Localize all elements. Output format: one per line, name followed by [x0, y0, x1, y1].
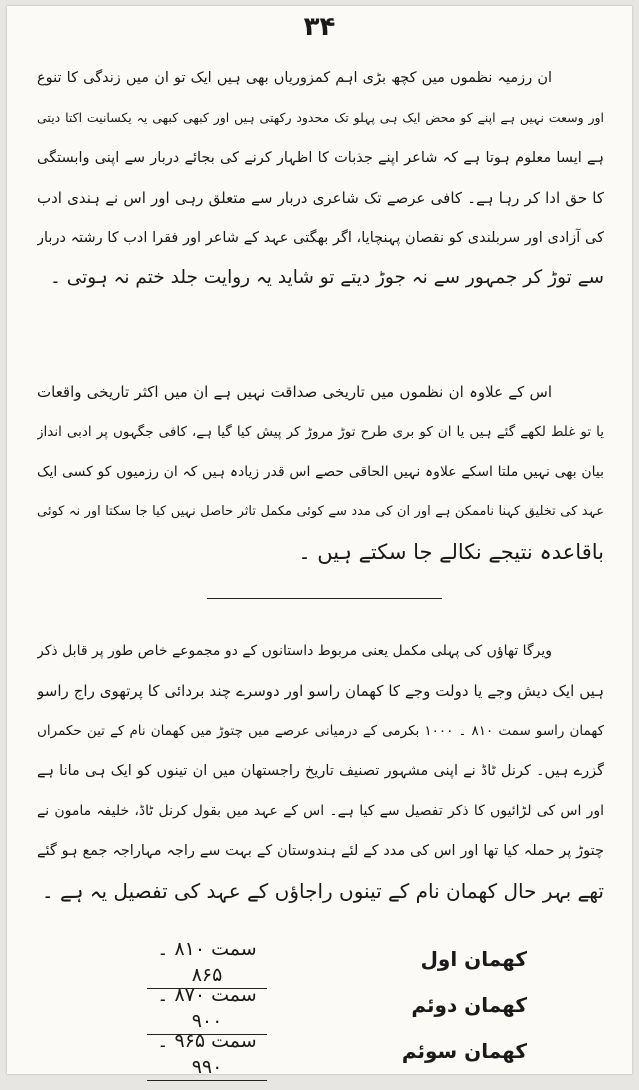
text-line: اس کے علاوہ ان نظموں میں تاریخی صداقت نہیں ہے ان میں اکثر تاریخی واقعات: [37, 383, 552, 401]
reign-period: سمت ۸۷۰ ۔ ۹۰۰: [147, 982, 267, 1044]
section-divider: [207, 598, 442, 599]
text-line: باقاعدہ نتیجے نکالے جا سکتے ہیں ۔: [298, 540, 604, 564]
reign-row: [157, 936, 527, 986]
paragraph-1: [37, 58, 604, 298]
reign-name: کھمان دوئم: [411, 993, 527, 1017]
text-line: اور وسعت نہیں ہے اپنے کو محض ایک ہی پہلو تک محدود رکھتی ہیں اور کبھی کبھی یہ یکسانیت اکتا دیتی: [37, 110, 604, 125]
text-line: گزرے ہیں۔ کرنل ٹاڈ نے اپنی مشہور تصنیف تاریخ راجستھان میں ان تینوں کو ایک ہی مانا ہے: [37, 763, 604, 779]
text-line: ہیں ایک دیش وجے یا دولت وجے کا کھمان راسو اور دوسرے چند بردائی کا پرتھوی راج راسو: [37, 682, 604, 700]
reign-table: [157, 936, 527, 1078]
book-page: [7, 6, 632, 1078]
text-line: عہد کی تخلیق کہنا ناممکن ہے اور ان کی مدد سے کوئی مکمل تاثر حاصل نہیں کیا جا سکتا اور نہ کوئی: [37, 504, 604, 519]
reign-period: سمت ۹۶۵ ۔ ۹۹۰: [147, 1028, 267, 1090]
text-line: کا حق ادا کر رہا ہے۔ کافی عرصے تک شاعری دربار سے متعلق رہی اور اس نے ہندی ادب: [37, 189, 604, 207]
text-line: تھے بہر حال کھمان نام کے تینوں راجاؤں کے عہد کی تفصیل یہ ہے ۔: [41, 879, 604, 903]
text-line: چتوڑ پر حملہ کیا تھا اور اس کی مدد کے لئے ہندوستان کے بہت سے راجہ مہاراجہ جمع ہو گئے: [37, 843, 604, 859]
text-line: اور اس کی لڑائیوں کا ذکر تفصیل سے کیا ہے۔ اس کے عہد میں بقول کرنل ٹاڈ، خلیفہ مامون نے: [37, 803, 604, 819]
reign-period: سمت ۸۱۰ ۔ ۸۶۵: [147, 936, 267, 998]
reign-row: [157, 982, 527, 1032]
text-line: ہے ایسا معلوم ہوتا ہے کہ شاعر اپنے جذبات کا اظہار کرنے کی بجائے دربار سے اپنی وابستگی: [37, 150, 604, 166]
text-line: کی آزادی اور سربلندی کو نقصان پہنچایا، اگر بھگتی عہد کے شاعر اور فقرا ادب کا رشتہ دربار: [37, 230, 604, 246]
text-line: ان رزمیہ نظموں میں کچھ بڑی اہم کمزوریاں بھی ہیں ایک تو ان میں زندگی کا تنوع: [37, 70, 552, 86]
text-line: بیان بھی نہیں ملتا اسکے علاوہ نہیں الحاقی حصے اس قدر زیادہ ہیں کہ ان رزمیوں کو کسی ایک: [37, 464, 604, 480]
paragraph-3: [37, 631, 604, 911]
text-line: کھمان راسو سمت ۸۱۰ ۔ ۱۰۰۰ بکرمی کے درمیانی عرصے میں چتوڑ میں کھمان نام کے تین حکمراں: [37, 723, 604, 739]
reign-name: کھمان سوئم: [401, 1039, 527, 1063]
page-number: ۳۴: [303, 12, 336, 42]
reign-name: کھمان اول: [420, 947, 527, 971]
paragraph-2: [37, 372, 604, 572]
text-line: ویرگا تھاؤں کی پہلی مکمل یعنی مربوط داستانوں کے دو مجموعے خاص طور پر قابل ذکر: [37, 643, 552, 659]
text-line: سے توڑ کر جمہور سے نہ جوڑ دیتے تو شاید یہ روایت جلد ختم نہ ہوتی ۔: [49, 267, 604, 288]
text-line: یا تو غلط لکھے گئے ہیں یا ان کو بری طرح توڑ مروڑ کر پیش کیا گیا ہے، کافی جگہوں پر ادبی انداز: [37, 424, 604, 440]
reign-row: [157, 1028, 527, 1078]
